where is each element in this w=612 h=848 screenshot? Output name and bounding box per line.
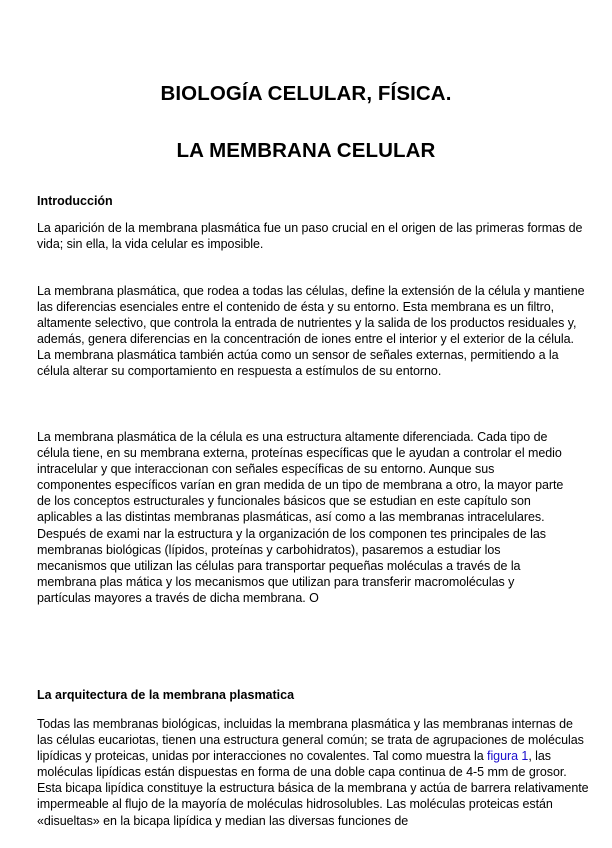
paragraph-line: membrana plas mática y los mecanismos que utilizan para transferir macromoléculas y (37, 574, 515, 589)
paragraph-line: Después de exami nar la estructura y la organización de los componen tes principales de las (37, 526, 546, 541)
paragraph-line: La membrana plasmática de la célula es una estructura altamente diferenciada. Cada tipo de (37, 430, 548, 444)
architecture-paragraph-1 (37, 716, 589, 829)
intro-paragraph-1: La aparición de la membrana plasmática fue un paso crucial en el origen de las primeras formas de vida; sin ella, la vida celular es imposible. (37, 221, 583, 252)
paragraph-line: intracelular y que interaccionan con señales específicas de su entorno. Aunque sus (37, 462, 495, 477)
page-title: BIOLOGÍA CELULAR, FÍSICA. (160, 82, 452, 105)
paragraph-line: partículas mayores a través de dicha membrana. O (37, 590, 319, 605)
paragraph-line: membranas biológicas (lípidos, proteínas y carbohidratos), pasaremos a estudiar los (37, 542, 501, 557)
page-subtitle: LA MEMBRANA CELULAR (176, 139, 436, 162)
paragraph-line: aplicables a las distintas membranas plasmáticas, así como a las membranas intracelulares. (37, 510, 545, 525)
paragraph-line: mecanismos que utilizan las células para transportar pequeñas moléculas a través de la (37, 558, 521, 573)
section-heading-introduccion: Introducción (37, 194, 113, 208)
paragraph-line: componentes específicos varían en gran medida de un tipo de membrana a otro, la mayor parte (37, 478, 564, 493)
paragraph-text: Todas las membranas biológicas, incluidas la membrana plasmática y las membranas internas de las células eucariotas, tienen una estructura general común; se trata de agrupaciones de moléculas lipídicas y proteicas, unidas por interacciones no covalentes. Tal como muestra la (37, 717, 584, 764)
paragraph-line: de los conceptos estructurales y funcionales básicos que se estudian en este capítulo son (37, 494, 531, 509)
paragraph-line: célula tiene, en su membrana externa, proteínas específicas que le ayudan a controlar el medio (37, 446, 562, 461)
intro-paragraph-3 (37, 429, 589, 606)
figure-1-link[interactable]: figura 1 (487, 749, 529, 764)
paragraph-text: , las moléculas lipídicas están dispuestas en forma de una doble capa continua de 4-5 mm de grosor. Esta bicapa lipídica constituye la estructura básica de la membrana y actúa de barrera relativamente impermeable al flujo de la mayoría de moléculas hidrosolubles. Las moléculas proteicas están «disueltas» en la bicapa lipídica y median las diversas funciones de (37, 749, 589, 828)
intro-paragraph-2: La membrana plasmática, que rodea a todas las células, define la extensión de la célula y mantiene las diferencias esenciales entre el contenido de ésta y su entorno. Esta membrana es un filtro, altamente selectivo, que controla la entrada de nutrientes y la salida de los productos residuales y, además, genera diferencias en la concentración de iones entre el interior y el exterior de la célula. La membrana plasmática también actúa como un sensor de señales externas, permitiendo a la célula alterar su comportamiento en respuesta a estímulos de su entorno. (37, 284, 585, 379)
section-heading-arquitectura: La arquitectura de la membrana plasmatica (37, 688, 295, 702)
